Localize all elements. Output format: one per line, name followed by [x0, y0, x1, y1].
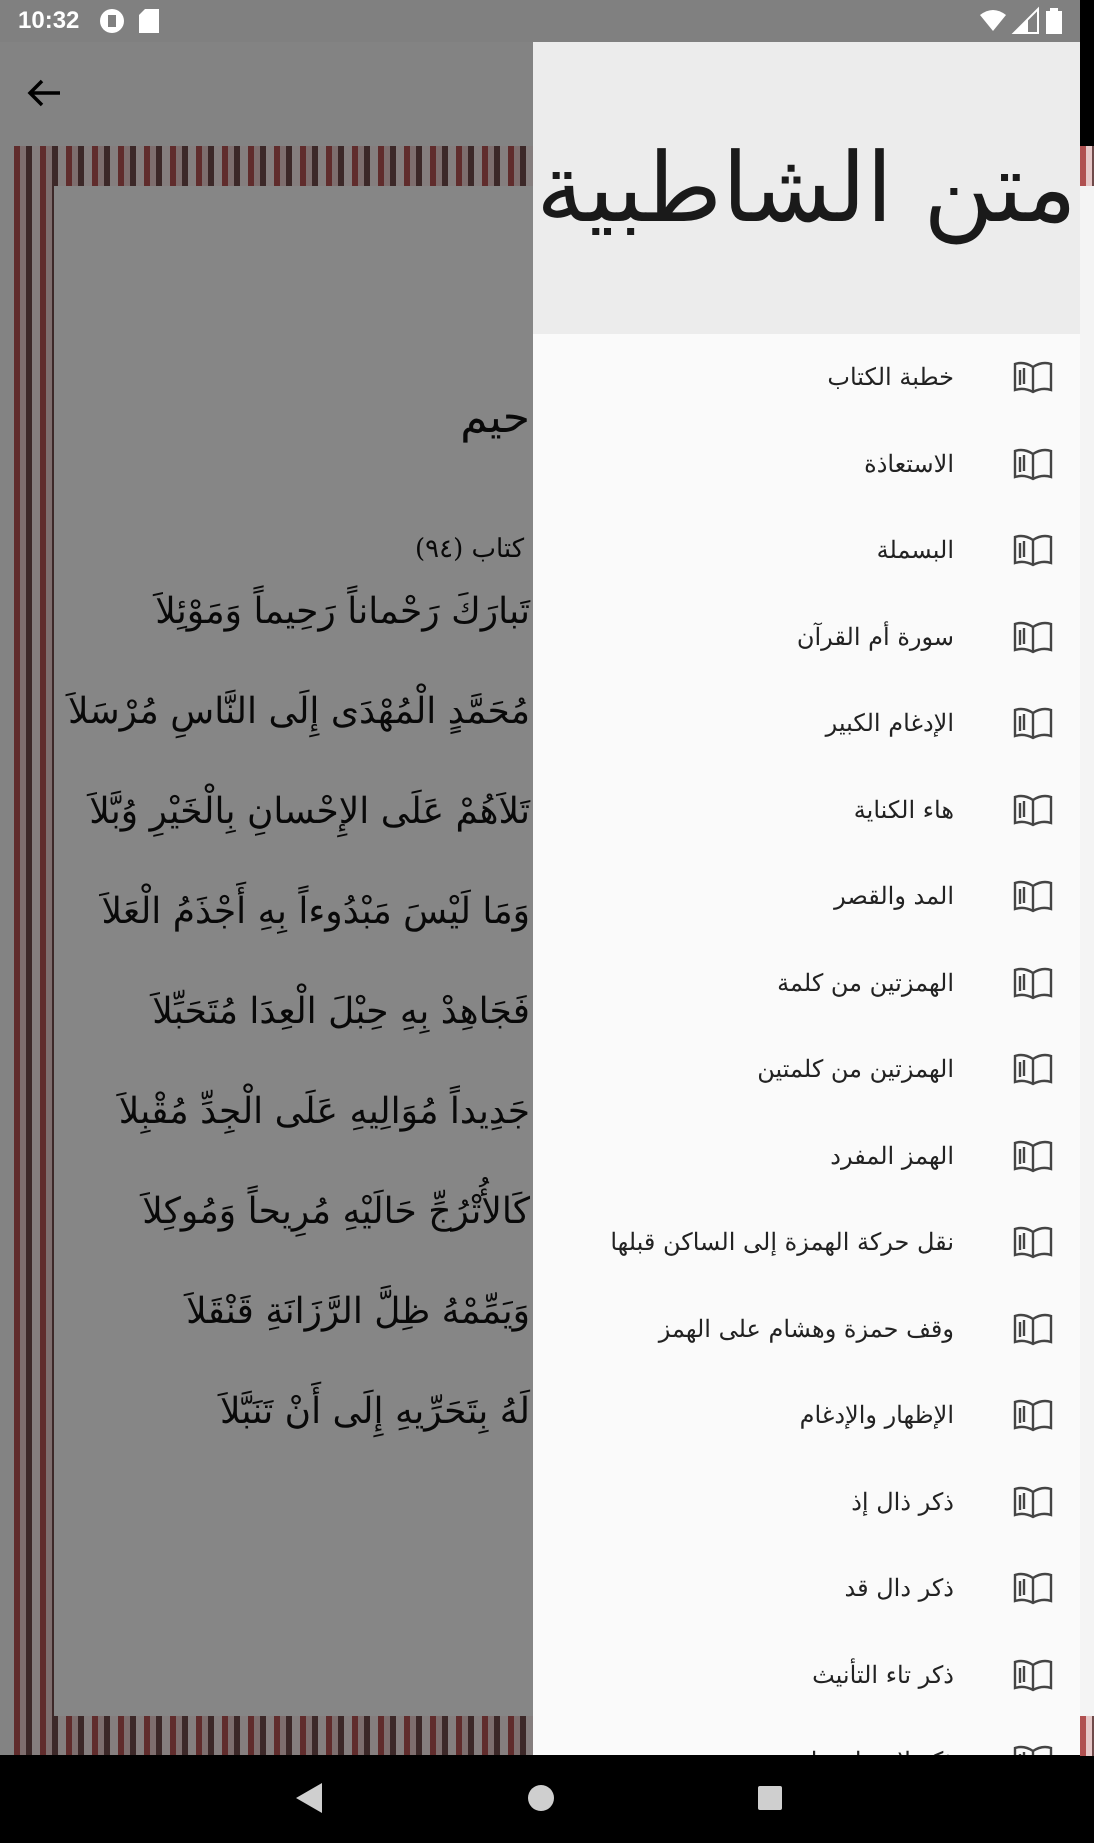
drawer-item[interactable] — [533, 680, 1080, 767]
drawer-item-label: ذكر ذال إذ — [851, 1487, 954, 1516]
book-open-icon — [1012, 1052, 1054, 1086]
drawer-chapter-list — [533, 334, 1080, 1805]
drawer-item[interactable] — [533, 1459, 1080, 1546]
drawer-item[interactable] — [533, 1286, 1080, 1373]
verse-line: وَمَا لَيْسَ مَبْدُوءاً بِهِ أَجْذَمُ الْعَلاَ — [101, 891, 530, 932]
drawer-item[interactable] — [533, 940, 1080, 1027]
basmala-text: حيم — [460, 392, 530, 443]
book-open-icon — [1012, 1312, 1054, 1346]
book-open-icon — [1012, 1485, 1054, 1519]
drawer-item-label: ذكر دال قد — [844, 1574, 954, 1603]
verse-line: وَيَمِّمْهُ ظِلَّ الرَّزَانَةِ قَنْقَلاَ — [186, 1291, 530, 1332]
verse-line: لَهُ بِتَحَرِّيهِ إِلَى أَنْ تَنَبَّلاَ — [220, 1391, 530, 1432]
book-open-icon — [1012, 447, 1054, 481]
book-open-icon — [1012, 1225, 1054, 1259]
book-open-icon — [1012, 533, 1054, 567]
drawer-item-label: الإدغام الكبير — [825, 709, 954, 738]
drawer-item-label: الهمزتين من كلمتين — [757, 1055, 954, 1084]
status-time: 10:32 — [18, 7, 80, 34]
drawer-item[interactable] — [533, 767, 1080, 854]
book-open-icon — [1012, 1571, 1054, 1605]
nav-home-icon[interactable] — [528, 1785, 554, 1811]
drawer-item-label: سورة أم القرآن — [796, 622, 954, 651]
drawer-item[interactable] — [533, 853, 1080, 940]
book-open-icon — [1012, 360, 1054, 394]
nav-back-icon[interactable] — [296, 1783, 322, 1813]
navigation-drawer — [533, 42, 1080, 1755]
status-system-icons — [980, 8, 1062, 34]
battery-icon — [1046, 8, 1062, 34]
drawer-item[interactable] — [533, 421, 1080, 508]
drawer-item[interactable] — [533, 1113, 1080, 1200]
book-open-icon — [1012, 1658, 1054, 1692]
drawer-item-label: خطبة الكتاب — [827, 363, 954, 392]
verse-line: تَلاَهُمْ عَلَى الإِحْسانِ بِالْخَيْرِ وُبَّلاَ — [89, 791, 530, 832]
drawer-item-label: وقف حمزة وهشام على الهمز — [658, 1314, 954, 1343]
system-navigation-bar — [0, 1755, 1080, 1843]
drawer-item-label: المد والقصر — [834, 882, 954, 911]
verse-line: فَجَاهِدْ بِهِ حِبْلَ الْعِدَا مُتَحَبِّلاَ — [152, 991, 530, 1032]
chapter-heading: كتاب (٩٤) — [415, 534, 525, 564]
drawer-item-label: البسملة — [876, 536, 954, 565]
status-bar — [0, 0, 1080, 42]
drawer-item-label: ذكر تاء التأنيث — [812, 1660, 954, 1689]
drawer-item-label: هاء الكناية — [853, 795, 954, 824]
book-open-icon — [1012, 706, 1054, 740]
verse-line: كَالأُتْرُجِّ حَالَيْهِ مُرِيحاً وَمُوكِلاَ — [142, 1191, 530, 1232]
wifi-icon — [980, 9, 1006, 33]
verse-line: مُحَمَّدٍ الْمُهْدَى إِلَى النَّاسِ مُرْسَلاَ — [68, 691, 530, 732]
drawer-item-label: الإظهار والإدغام — [799, 1401, 954, 1430]
sd-card-icon — [139, 9, 159, 33]
book-open-icon — [1012, 879, 1054, 913]
signal-icon — [1014, 9, 1038, 33]
drawer-item[interactable] — [533, 1632, 1080, 1719]
book-open-icon — [1012, 620, 1054, 654]
book-open-icon — [1012, 1398, 1054, 1432]
verse-line: جَدِيداً مُوَالِيهِ عَلَى الْجِدِّ مُقْبِلاَ — [118, 1091, 530, 1132]
drawer-item[interactable] — [533, 594, 1080, 681]
book-open-icon — [1012, 793, 1054, 827]
drawer-header — [533, 42, 1080, 334]
drawer-item[interactable] — [533, 507, 1080, 594]
book-open-icon — [1012, 966, 1054, 1000]
app-notification-icon — [99, 8, 125, 34]
drawer-item[interactable] — [533, 334, 1080, 421]
nav-recent-apps-icon[interactable] — [758, 1786, 782, 1810]
drawer-item[interactable] — [533, 1026, 1080, 1113]
verse-line: تَبارَكَ رَحْماناً رَحِيماً وَمَوْئِلاَ — [155, 591, 530, 632]
drawer-title-calligraphy: متن الشاطبية — [536, 132, 1077, 244]
drawer-item[interactable] — [533, 1545, 1080, 1632]
drawer-item-label: الهمز المفرد — [830, 1141, 954, 1170]
drawer-item[interactable] — [533, 1199, 1080, 1286]
book-open-icon — [1012, 1139, 1054, 1173]
drawer-item[interactable] — [533, 1372, 1080, 1459]
status-notification-icons — [99, 8, 159, 34]
drawer-item-label: الاستعاذة — [864, 449, 954, 478]
drawer-item-label: نقل حركة الهمزة إلى الساكن قبلها — [610, 1228, 954, 1257]
drawer-item-label: الهمزتين من كلمة — [777, 968, 954, 997]
